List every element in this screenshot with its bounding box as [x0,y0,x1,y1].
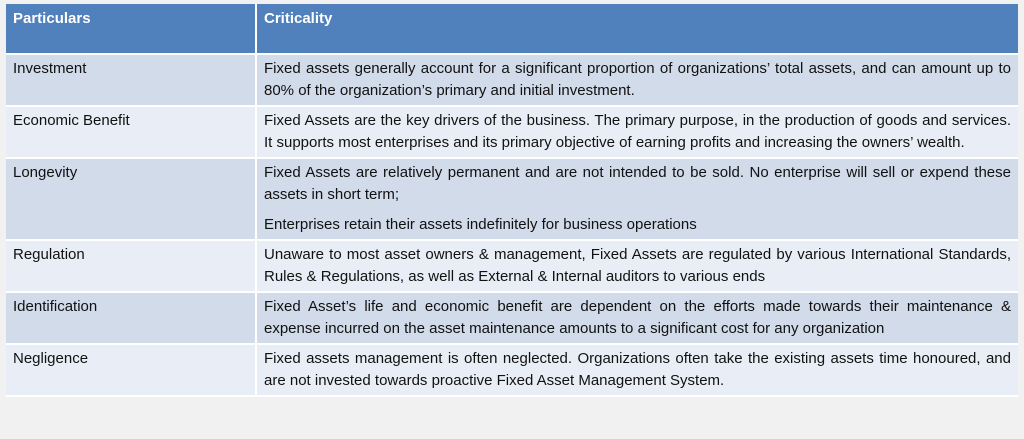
header-criticality: Criticality [256,4,1018,54]
criticality-cell [256,54,1018,106]
particular-cell: Longevity [6,158,256,240]
criticality-text: Fixed assets management is often neglected. Organizations often take the existing assets time honoured, and are not invested towards proactive Fixed Asset Management System. [264,350,1011,389]
criticality-text: Fixed Asset’s life and economic benefit are dependent on the efforts made towards their maintenance & expense incurred on the asset maintenance amounts to a significant cost for any organization [264,298,1011,337]
particular-cell: Identification [6,292,256,344]
criticality-text: Unaware to most asset owners & management, Fixed Assets are regulated by various International Standards, Rules & Regulations, as well as External & Internal auditors to various ends [264,246,1011,285]
particular-cell: Regulation [6,240,256,292]
table-row [6,54,1018,106]
criticality-text: Fixed assets generally account for a significant proportion of organizations’ total assets, and can amount up to 80% of the organization’s primary and initial investment. [264,60,1011,99]
table-row [6,240,1018,292]
criticality-cell [256,106,1018,158]
table-body [6,54,1018,396]
particular-cell: Negligence [6,344,256,396]
particular-cell: Economic Benefit [6,106,256,158]
criticality-text: Fixed Assets are relatively permanent and are not intended to be sold. No enterprise will sell or expend these assets in short term; [264,164,1011,203]
criticality-text: Fixed Assets are the key drivers of the business. The primary purpose, in the production of goods and services. It supports most enterprises and its primary objective of earning profits and increasing the owners’ wealth. [264,112,1011,151]
table-row [6,158,1018,240]
criticality-text: Enterprises retain their assets indefinitely for business operations [264,216,697,233]
criticality-cell [256,240,1018,292]
particular-cell: Investment [6,54,256,106]
criticality-cell [256,344,1018,396]
header-particulars: Particulars [6,4,256,54]
table-row [6,292,1018,344]
criticality-cell [256,292,1018,344]
criticality-table [6,4,1018,397]
table-row [6,106,1018,158]
table-header-row [6,4,1018,54]
criticality-cell [256,158,1018,240]
table-row [6,344,1018,396]
